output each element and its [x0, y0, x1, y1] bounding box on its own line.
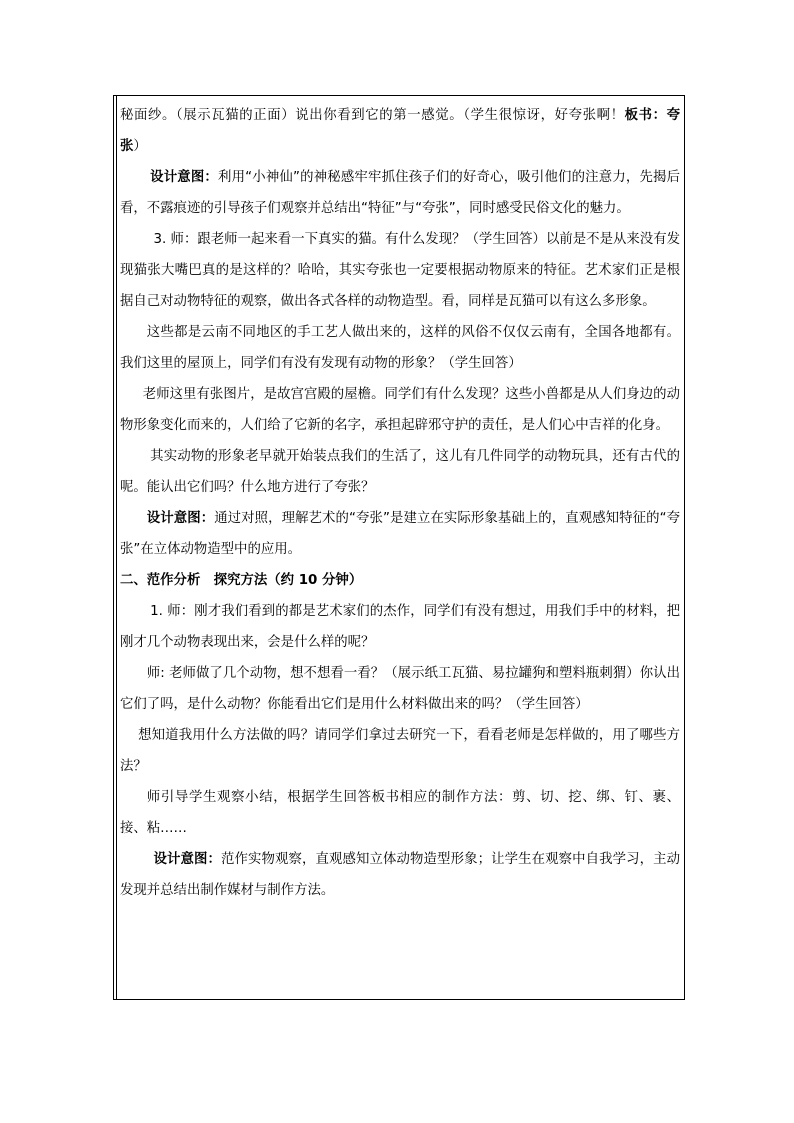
paragraph-teacher-samples: 师: 老师做了几个动物，想不想看一看？（展示纸工瓦猫、易拉罐狗和塑料瓶刺猬）你认出它们了吗，是什么动物？你能看出它们是用什么材料做出来的吗？（学生回答） [120, 666, 680, 712]
design-intent-label: 设计意图： [146, 511, 215, 526]
blackboard-note: 板书：夸张 [120, 108, 680, 154]
paragraph-methods: 想知道我用什么方法做的吗？请同学们拿过去研究一下，看看老师是怎样做的，用了哪些方法？ [120, 728, 680, 774]
paragraph-teacher-question: 1. 师：刚才我们看到的都是艺术家们的杰作，同学们有没有想过，用我们手中的材料，把刚才几个动物表现出来，会是什么样的呢？ [120, 604, 680, 650]
design-intent-label: 设计意图： [150, 170, 219, 185]
paragraph-toys: 其实动物的形象老早就开始装点我们的生活了，这儿有几件同学的动物玩具，还有古代的呢。能认出它们吗？什么地方进行了夸张？ [120, 449, 680, 495]
section-heading: 二、范作分析 探究方法（约 10 分钟） [120, 573, 363, 588]
paragraph-yunnan: 这些都是云南不同地区的手工艺人做出来的，这样的风俗不仅仅云南有，全国各地都有。我们这里的屋顶上，同学们有没有发现有动物的形象？（学生回答） [120, 325, 680, 371]
paragraph-real-cat: 3. 师：跟老师一起来看一下真实的猫。有什么发现？（学生回答）以前是不是从来没有发现猫张大嘴巴真的是这样的？哈哈，其实夸张也一定要根据动物原来的特征。艺术家们正是根据自己对动物特征的观察，做出各式各样的动物造型。看，同样是瓦猫可以有这么多形象。 [120, 232, 680, 309]
design-intent-label: 设计意图： [153, 852, 222, 867]
design-intent-1: 设计意图：利用“小神仙”的神秘感牢牢抓住孩子们的好奇心，吸引他们的注意力，先揭后看，不露痕迹的引导孩子们观察并总结出“特征”与“夸张”，同时感受民俗文化的魅力。 [120, 170, 681, 216]
design-intent-3: 设计意图：范作实物观察，直观感知立体动物造型形象；让学生在观察中自我学习，主动发现并总结出制作媒材与制作方法。 [120, 852, 680, 898]
paragraph-summary: 师引导学生观察小结，根据学生回答板书相应的制作方法：剪、切、挖、绑、钉、裹、接、粘…… [120, 790, 680, 836]
paragraph-palace: 老师这里有张图片，是故宫宫殿的屋檐。同学们有什么发现？这些小兽都是从人们身边的动物形象变化而来的，人们给了它新的名字，承担起辟邪守护的责任，是人们心中吉祥的化身。 [120, 387, 680, 433]
lesson-plan-text [120, 100, 680, 906]
paragraph-reveal: 秘面纱。（展示瓦猫的正面）说出你看到它的第一感觉。（学生很惊讶，好夸张啊！板书：夸张） [120, 108, 680, 154]
design-intent-2: 设计意图：通过对照，理解艺术的“夸张”是建立在实际形象基础上的，直观感知特征的“夸张”在立体动物造型中的应用。 [120, 511, 681, 557]
